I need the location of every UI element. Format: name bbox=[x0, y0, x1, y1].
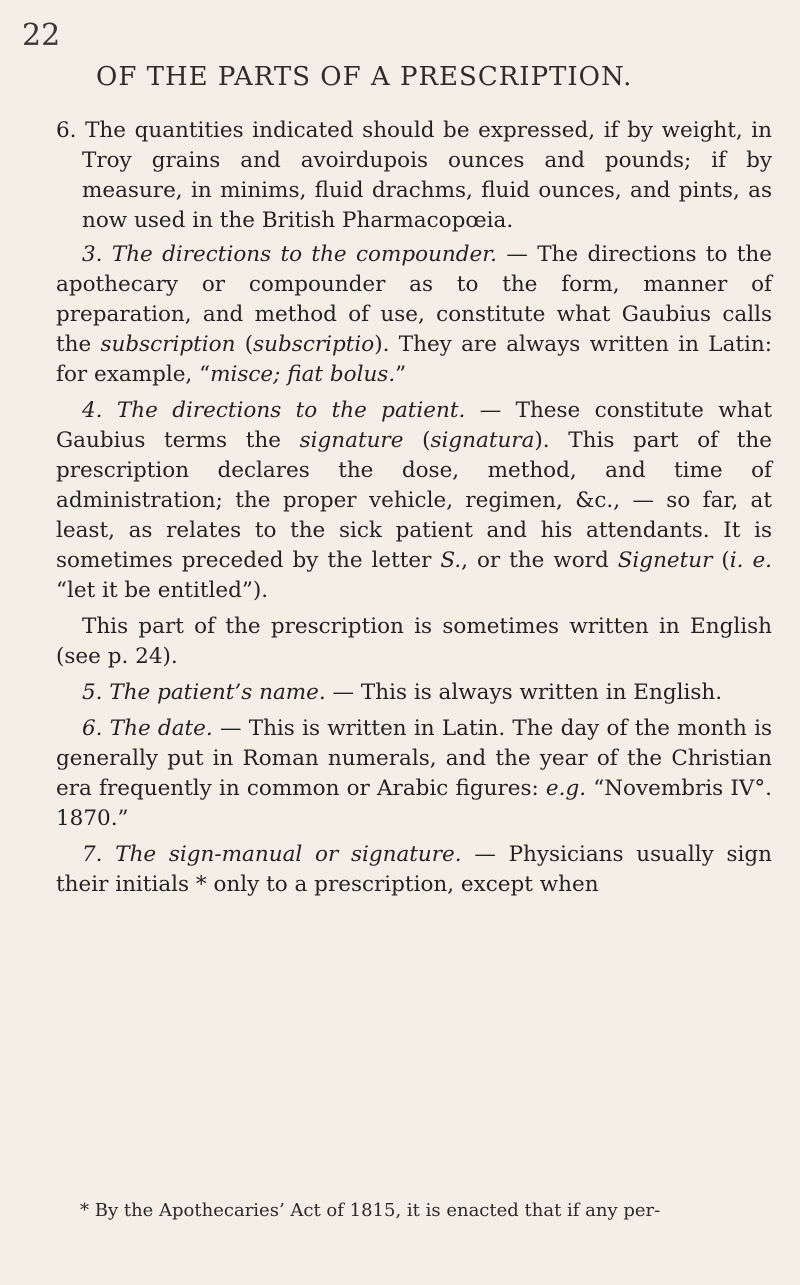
heading-patient: 4. The directions to the patient. bbox=[82, 398, 466, 423]
term-subscription: subscription bbox=[100, 332, 236, 357]
term-subscriptio: subscriptio bbox=[253, 332, 375, 357]
text-span: — This is always written in English. bbox=[325, 680, 723, 705]
text-span: ( bbox=[235, 332, 254, 357]
example-misce: misce; fiat bolus. bbox=[210, 362, 396, 387]
text-span: “let it be entitled”). bbox=[56, 578, 269, 603]
text-span: — This is written in Latin. The day of the month is generally put in Roman numerals, and the year of the Christian era frequently in common or Arabic figures: bbox=[56, 716, 773, 801]
body-text bbox=[56, 116, 772, 906]
paragraph-directions-compounder bbox=[56, 240, 772, 390]
text-span: ). They are always written in Latin: for example, “ bbox=[56, 332, 772, 387]
paragraph-directions-patient bbox=[56, 396, 772, 606]
text-span: — These constitute what Gaubius terms the bbox=[56, 398, 772, 453]
text-span: ” bbox=[395, 362, 407, 387]
text-span: “Novembris IV°. 1870.” bbox=[56, 776, 772, 831]
paragraph-patient-name bbox=[56, 678, 772, 708]
term-signetur: Signetur bbox=[617, 548, 713, 573]
text-span: ). This part of the prescription declares the dose, method, and time of administration; the proper vehicle, regimen, &c., — so far, at least, as relates to the sick patient and his attendants. It is sometimes preceded by the letter bbox=[56, 428, 772, 573]
text-span: , or the word bbox=[461, 548, 618, 573]
paragraph-english-note: This part of the prescription is sometimes written in English (see p. 24). bbox=[56, 614, 772, 669]
heading-sign-manual: 7. The sign-manual or signature. bbox=[82, 842, 462, 867]
text-span: ( bbox=[712, 548, 730, 573]
paragraph-sign-manual bbox=[56, 840, 772, 900]
text-span: — The directions to the apothecary or compounder as to the form, manner of preparation, and method of use, constitute what Gaubius calls the bbox=[56, 242, 773, 357]
text-span: ( bbox=[403, 428, 431, 453]
paragraph-date bbox=[56, 714, 772, 834]
term-signatura: signatura bbox=[430, 428, 535, 453]
running-header: OF THE PARTS OF A PRESCRIPTION. bbox=[96, 62, 633, 92]
term-eg: e.g. bbox=[545, 776, 587, 801]
term-ie: i. e. bbox=[729, 548, 773, 573]
page-number: 22 bbox=[22, 18, 61, 53]
term-signature: signature bbox=[299, 428, 404, 453]
heading-compounder: 3. The directions to the compounder. bbox=[82, 242, 498, 267]
text-span: — Physicians usually sign their initials * only to a prescription, except when bbox=[56, 842, 772, 897]
footnote: * By the Apothecaries’ Act of 1815, it is enacted that if any per- bbox=[80, 1200, 661, 1221]
term-s: S. bbox=[440, 548, 462, 573]
heading-patient-name: 5. The patient’s name. bbox=[82, 680, 326, 705]
heading-date: 6. The date. bbox=[82, 716, 213, 741]
paragraph-quantities: 6. The quantities indicated should be expressed, if by weight, in Troy grains and avoirdupois ounces and pounds; if by measure, in minims, fluid drachms, fluid ounces, and pints, as now used in the British Pharmacopœia. bbox=[56, 118, 772, 233]
